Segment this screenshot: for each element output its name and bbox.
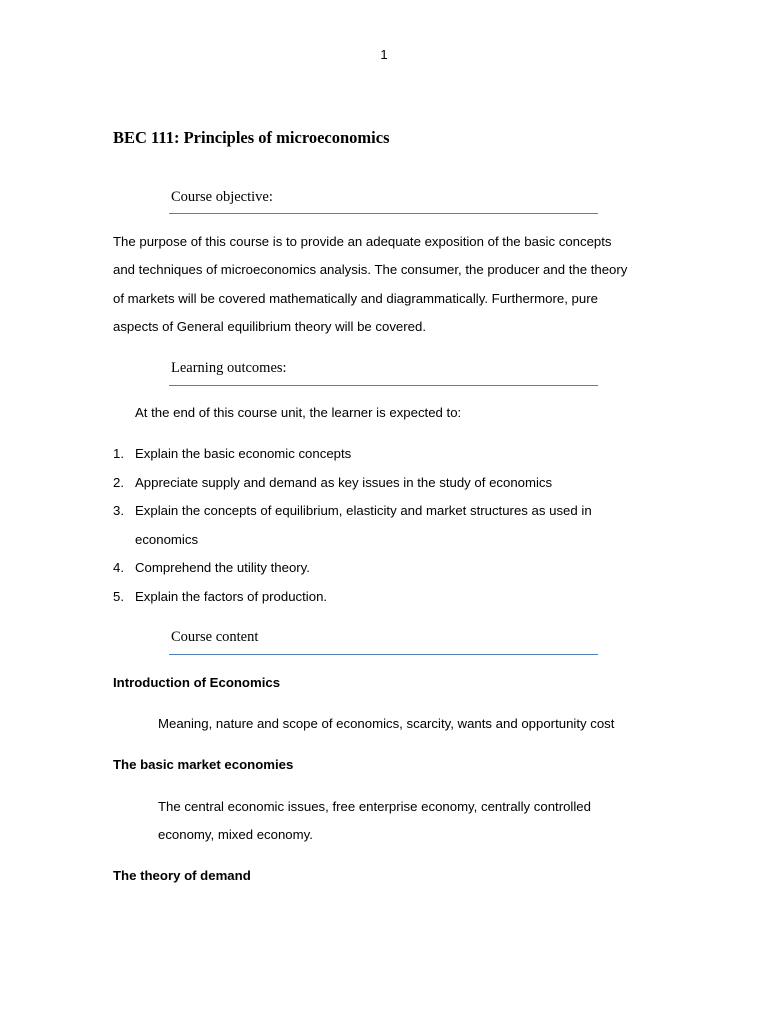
objective-heading-rule — [169, 213, 598, 214]
objective-paragraph-line: of markets will be covered mathematically and diagrammatically. Furthermore, pure — [113, 291, 598, 306]
outcome-text: Explain the basic economic concepts — [135, 446, 352, 461]
topic-title: The theory of demand — [113, 868, 251, 883]
outcome-number: 4. — [113, 560, 124, 575]
outcome-text: Explain the factors of production. — [135, 589, 328, 604]
topic-title: Introduction of Economics — [113, 675, 281, 690]
outcomes-intro: At the end of this course unit, the learner is expected to: — [135, 405, 462, 420]
objective-paragraph-line: The purpose of this course is to provide an adequate exposition of the basic concepts — [113, 234, 612, 249]
objective-heading: Course objective: — [171, 189, 273, 205]
outcome-text: Comprehend the utility theory. — [135, 560, 310, 575]
outcome-number: 2. — [113, 475, 124, 490]
objective-paragraph-line: and techniques of microeconomics analysis. The consumer, the producer and the theory — [113, 262, 628, 277]
page-number: 1 — [380, 47, 388, 62]
topic-detail: The central economic issues, free enterprise economy, centrally controlled — [158, 799, 591, 814]
outcomes-heading: Learning outcomes: — [171, 360, 287, 376]
topic-detail: Meaning, nature and scope of economics, scarcity, wants and opportunity cost — [158, 716, 615, 731]
outcome-number: 5. — [113, 589, 124, 604]
outcome-number: 1. — [113, 446, 124, 461]
outcome-number: 3. — [113, 503, 124, 518]
topic-title: The basic market economies — [113, 757, 294, 772]
outcomes-heading-rule — [169, 385, 598, 386]
outcome-text: Appreciate supply and demand as key issues in the study of economics — [135, 475, 553, 490]
course-title: BEC 111: Principles of microeconomics — [113, 128, 390, 147]
content-heading-rule — [169, 654, 598, 655]
outcome-text: Explain the concepts of equilibrium, elasticity and market structures as used in — [135, 503, 592, 518]
outcome-text-continued: economics — [135, 532, 199, 547]
objective-paragraph-line: aspects of General equilibrium theory will be covered. — [113, 319, 426, 334]
content-heading: Course content — [171, 629, 259, 645]
topic-detail: economy, mixed economy. — [158, 827, 313, 842]
